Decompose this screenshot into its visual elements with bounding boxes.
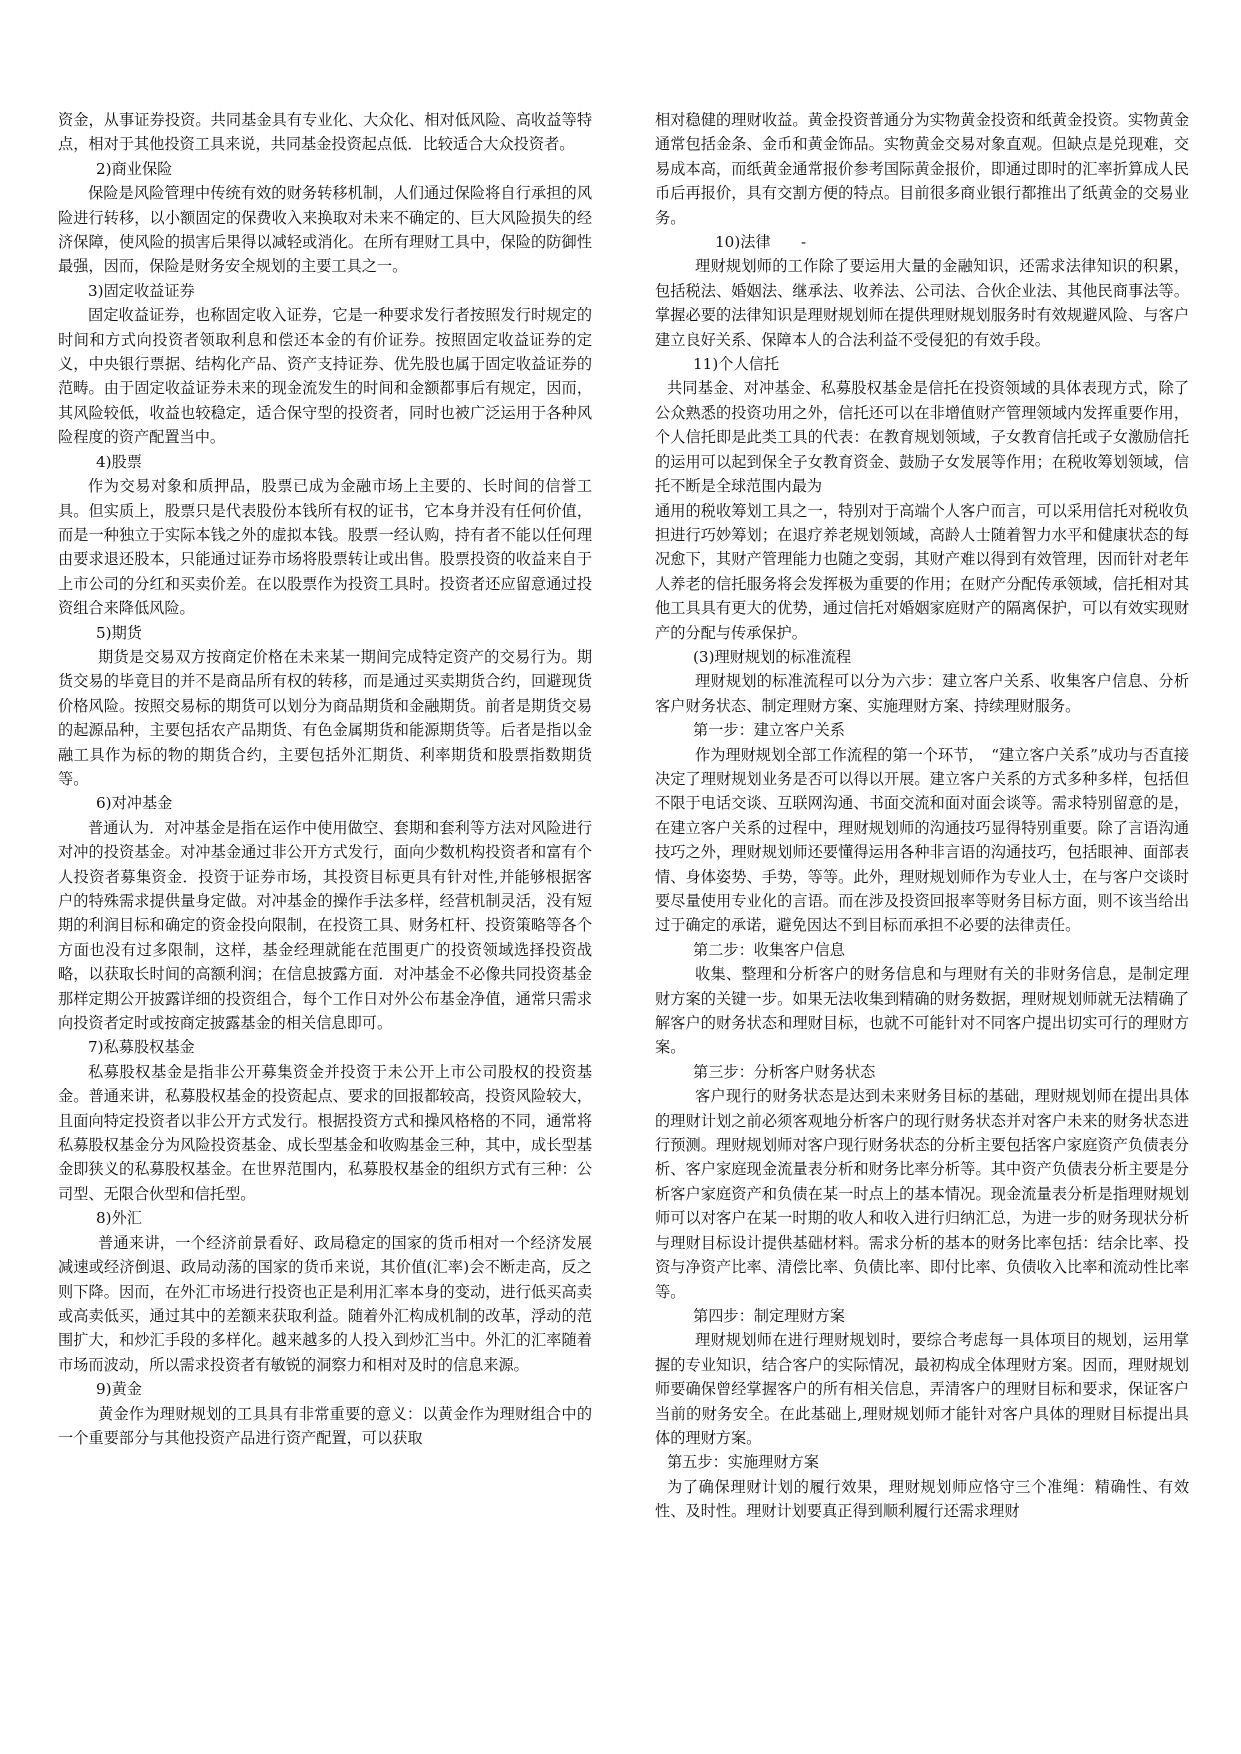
paragraph-step-5: 为了确保理财计划的履行效果，理财规划师应恪守三个准绳：精确性、有效性、及时性。理财计划要真正得到顺利履行还需求理财 — [655, 1477, 1189, 1521]
paragraph-gold: 黄金作为理财规划的工具具有非常重要的意义：以黄金作为理财组合中的一个重要部分与其他投资产品进行资产配置，可以获取 — [58, 1404, 592, 1447]
paragraph-step-1: 作为理财规划全部工作流程的第一个环节， “建立客户关系”成功与否直接决定了理财规划业务是否可以得以开展。建立客户关系的方式多种多样，包括但不限于电话交谈、互联网沟通、书面交流和面对面会谈等。需求特别留意的是，在建立客户关系的过程中，理财规划师的沟通技巧显得特别重要。除了言语沟通技巧之外，理财规划师还要懂得运用各种非言语的沟通技巧，包括眼神、面部表情、身体姿势、手势，等等。此外，理财规划师作为专业人士，在与客户交谈时要尽量使用专业化的言语。而在涉及投资回报率等财务目标方面，则不该当给出过于确定的承诺，避免因达不到目标而承担不必要的法律责任。 — [655, 745, 1189, 935]
paragraph-hedge-fund: 普通认为．对冲基金是指在运作中使用做空、套期和套利等方法对风险进行对冲的投资基金。对冲基金通过非公开方式发行，面向少数机构投资者和富有个人投资者募集资金．投资于证券市场，其投资目标更具有针对性,并能够根据客户的特殊需求提供量身定做。对冲基金的操作手法多样，经营机制灵活，没有短期的利润目标和确定的资金投向限制，在投资工具、财务杠杆、投资策略等各个方面也没有过多限制，这样，基金经理就能在范围更广的投资领域选择投资战略，以获取长时间的高额利润；在信息披露方面．对冲基金不必像共同投资基金那样定期公开披露详细的投资组合，每个工作日对外公布基金净值，通常只需求向投资者定时或按商定披露基金的相关信息即可。 — [58, 818, 592, 1033]
paragraph-fund-tail: 资金，从事证券投资。共同基金具有专业化、大众化、相对低风险、高收益等特点，相对于其他投资工具来说，共同基金投资起点低．比较适合大众投资者。 — [58, 111, 592, 154]
heading-standard-process: (3)理财规划的标准流程 — [693, 647, 852, 666]
heading-private-equity: 7)私募股权基金 — [88, 1038, 195, 1057]
left-column — [58, 108, 592, 1450]
heading-forex: 8)外汇 — [96, 1209, 142, 1228]
document-page — [58, 108, 1189, 1708]
paragraph-personal-trust-a: 共同基金、对冲基金、私募股权基金是信托在投资领域的具体表现方式，除了公众熟悉的投资功用之外，信托还可以在非增值财产管理领域内发挥重要作用，个人信托即是此类工具的代表：在教育规划领域，子女教育信托或子女激励信托的运用可以起到保全子女教育资金、鼓励子女发展等作用；在税收筹划领域，信托不断是全球范围内最为 — [655, 379, 1189, 496]
heading-step-5: 第五步：实施理财方案 — [667, 1453, 819, 1472]
paragraph-personal-trust-b: 通用的税收筹划工具之一，特别对于高端个人客户而言，可以采用信托对税收负担进行巧妙筹划；在退疗养老规划领域，高龄人士随着智力水平和健康状态的每况愈下，其财产管理能力也随之变弱，其财产难以得到有效管理，因而针对老年人养老的信托服务将会发挥极为重要的作用；在财产分配传承领域，信托相对其他工具具有更大的优势，通过信托对婚姻家庭财产的隔离保护，可以有效实现财产的分配与传承保护。 — [655, 501, 1189, 642]
paragraph-insurance: 保险是风险管理中传统有效的财务转移机制，人们通过保险将自行承担的风险进行转移，以小额固定的保费收入来换取对未来不确定的、巨大风险损失的经济保障，使风险的损害后果得以减轻或消化。在所有理财工具中，保险的防御性最强，因而，保险是财务安全规划的主要工具之一。 — [58, 184, 592, 276]
paragraph-private-equity: 私募股权基金是指非公开募集资金并投资于未公开上市公司股权的投资基金。普通来讲，私募股权基金的投资起点、要求的回报都较高，投资风险较大，且面向特定投资者以非公开方式发行。根据投资方式和操风格格的不同，通常将私募股权基金分为风险投资基金、成长型基金和收购基金三种，其中，成长型基金即狭义的私募股权基金。在世界范围内，私募股权基金的组织方式有三种：公司型、无限合伙型和信托型。 — [58, 1062, 592, 1203]
heading-personal-trust: 11)个人信托 — [693, 355, 780, 374]
heading-step-4: 第四步：制定理财方案 — [693, 1306, 845, 1325]
heading-step-2: 第二步：收集客户信息 — [693, 940, 845, 959]
heading-stock: 4)股票 — [96, 452, 142, 471]
heading-gold: 9)黄金 — [96, 1380, 142, 1399]
heading-futures: 5)期货 — [96, 623, 142, 642]
paragraph-forex: 普通来讲，一个经济前景看好、政局稳定的国家的货币相对一个经济发展减速或经济倒退、政局动荡的国家的货币来说，其价值(汇率)会不断走高，反之则下降。因而，在外汇市场进行投资也正是利用汇率本身的变动，进行低买高卖或高卖低买，通过其中的差额来获取利益。随着外汇构成机制的改革，浮动的范围扩大，和炒汇手段的多样化。越来越多的人投入到炒汇当中。外汇的汇率随着市场而波动，所以需求投资者有敏锐的洞察力和相对及时的信息来源。 — [58, 1233, 592, 1374]
paragraph-standard-process: 理财规划的标准流程可以分为六步：建立客户关系、收集客户信息、分析客户财务状态、制定理财方案、实施理财方案、持续理财服务。 — [655, 672, 1189, 715]
heading-fixed-income: 3)固定收益证券 — [88, 281, 195, 300]
heading-insurance: 2)商业保险 — [96, 159, 173, 178]
right-column — [655, 108, 1189, 1524]
paragraph-step-3: 客户现行的财务状态是达到未来财务目标的基础，理财规划师在提出具体的理财计划之前必须客观地分析客户的现行财务状态并对客户未来的财务状态进行预测。理财规划师对客户现行财务状态的分析主要包括客户家庭资产负债表分析、客户家庭现金流量表分析和财务比率分析等。其中资产负债表分析主要是分析客户家庭资产和负债在某一时点上的基本情况。现金流量表分析是指理财规划师可以对客户在某一时期的收人和收入进行归纳汇总，为进一步的财务现状分析与理财目标设计提供基础材料。需求分析的基本的财务比率包括：结余比率、投资与净资产比率、清偿比率、负债比率、即付比率、负债收入比率和流动性比率等。 — [655, 1087, 1189, 1301]
paragraph-futures: 期货是交易双方按商定价格在未来某一期间完成特定资产的交易行为。期货交易的毕竟目的并不是商品所有权的转移，而是通过买卖期货合约，回避现货价格风险。按照交易标的期货可以划分为商品期货和金融期货。前者是期货交易的起源品种，主要包括农产品期货、有色金属期货和能源期货等。后者是指以金融工具作为标的物的期货合约，主要包括外汇期货、利率期货和股票指数期货等。 — [58, 647, 592, 788]
paragraph-step-2: 收集、整理和分析客户的财务信息和与理财有关的非财务信息，是制定理财方案的关键一步。如果无法收集到精确的财务数据，理财规划师就无法精确了解客户的财务状态和理财目标，也就不可能针对不同客户提出切实可行的理财方案。 — [655, 965, 1189, 1057]
heading-hedge-fund: 6)对冲基金 — [96, 794, 173, 813]
paragraph-stock: 作为交易对象和质押品，股票已成为金融市场上主要的、长时间的信誉工具。但实质上，股票只是代表股份本钱所有权的证书，它本身并没有任何价值，而是一种独立于实际本钱之外的虚拟本钱。股票一经认购，持有者不能以任何理由要求退还股本，只能通过证券市场将股票转让或出售。股票投资的收益来自于上市公司的分红和买卖价差。在以股票作为投资工具时。投资者还应留意通过投资组合来降低风险。 — [58, 477, 592, 618]
heading-step-1: 第一步：建立客户关系 — [693, 721, 845, 740]
paragraph-step-4: 理财规划师在进行理财规划时，要综合考虑每一具体项目的规划，运用掌握的专业知识，结合客户的实际情况，最初构成全体理财方案。因而，理财规划师要确保曾经掌握客户的所有相关信息，弄清客户的理财目标和要求，保证客户当前的财务安全。在此基础上,理财规划师才能针对客户具体的理财目标提出具体的理财方案。 — [655, 1331, 1189, 1447]
heading-step-3: 第三步：分析客户财务状态 — [693, 1062, 876, 1081]
paragraph-gold-tail: 相对稳健的理财收益。黄金投资普通分为实物黄金投资和纸黄金投资。实物黄金通常包括金条、金币和黄金饰品。实物黄金交易对象直观。但缺点是兑现难，交易成本高，而纸黄金通常报价参考国际黄金报价，即通过即时的汇率折算成人民币后再报价，具有交割方便的特点。目前很多商业银行都推出了纸黄金的交易业务。 — [655, 111, 1189, 227]
paragraph-law: 理财规划师的工作除了要运用大量的金融知识，还需求法律知识的积累，包括税法、婚姻法、继承法、收养法、公司法、合伙企业法、其他民商事法等。掌握必要的法律知识是理财规划师在提供理财规划服务时有效规避风险、与客户建立良好关系、保障本人的合法利益不受侵犯的有效手段。 — [655, 257, 1189, 349]
heading-law: 10)法律 - — [715, 233, 807, 252]
paragraph-fixed-income: 固定收益证券，也称固定收入证券，它是一种要求发行者按照发行时规定的时间和方式向投资者领取利息和偿还本金的有价证券。按照固定收益证券的定义，中央银行票据、结构化产品、资产支持证券、优先股也属于固定收益证券的范畴。由于固定收益证券未来的现金流发生的时间和金额都事后有规定，因而，其风险较低，收益也较稳定，适合保守型的投资者，同时也被广泛运用于各种风险程度的资产配置当中。 — [58, 306, 592, 447]
